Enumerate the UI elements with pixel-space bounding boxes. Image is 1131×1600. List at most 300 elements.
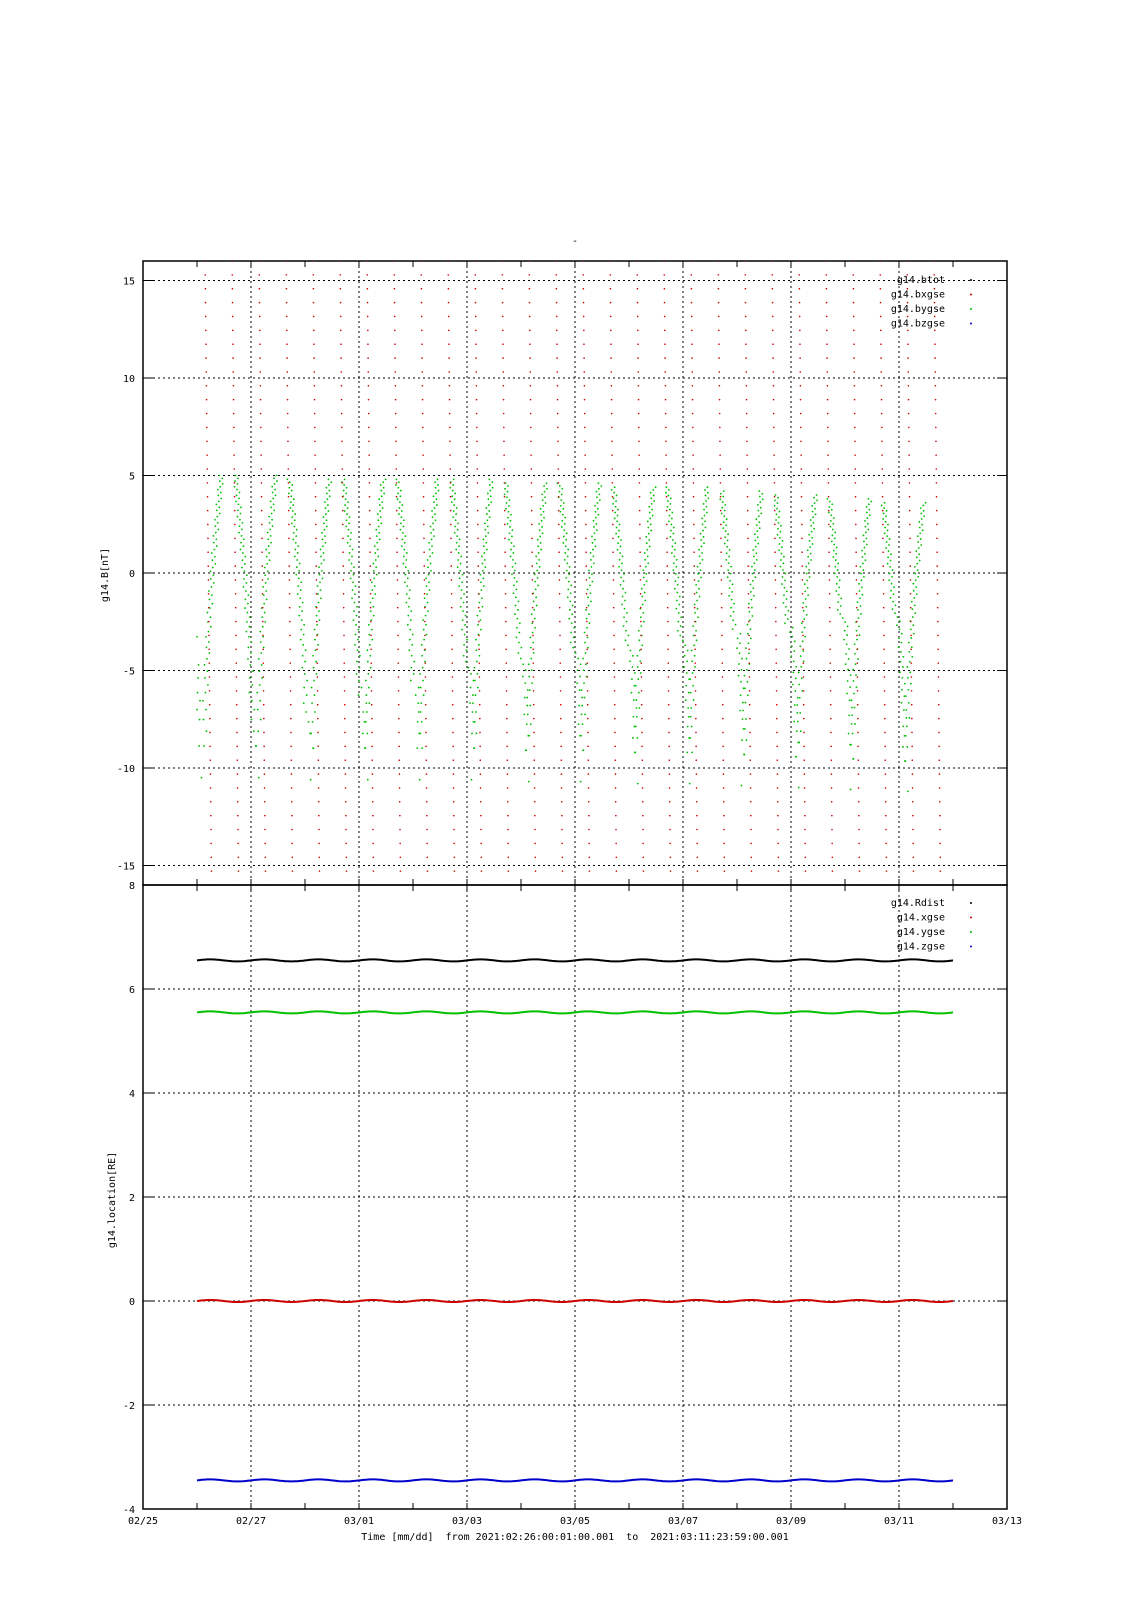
- bygse-point: [409, 629, 411, 631]
- bxgse-point: [288, 496, 290, 498]
- bygse-point: [526, 705, 528, 707]
- bxgse-point: [935, 440, 937, 442]
- bygse-point: [776, 513, 778, 515]
- bygse-point: [266, 598, 268, 600]
- bygse-point: [635, 699, 637, 701]
- bygse-point: [898, 637, 900, 639]
- bygse-point: [588, 605, 590, 607]
- bygse-point: [615, 533, 617, 535]
- bygse-point: [563, 536, 565, 538]
- bygse-point: [397, 498, 399, 500]
- bygse-point: [831, 509, 833, 511]
- bxgse-point: [696, 815, 698, 817]
- bxgse-point: [207, 496, 209, 498]
- bygse-point: [888, 579, 890, 581]
- bygse-point: [837, 609, 839, 611]
- bxgse-point: [857, 676, 859, 678]
- bygse-point: [238, 532, 240, 534]
- bxgse-point: [368, 399, 370, 401]
- bxgse-point: [474, 274, 476, 276]
- bxgse-point: [559, 593, 561, 595]
- bygse-point: [804, 591, 806, 593]
- bygse-point: [261, 664, 263, 666]
- bygse-point: [220, 497, 222, 499]
- bygse-point: [746, 739, 748, 741]
- bxgse-point: [534, 801, 536, 803]
- bygse-point: [900, 642, 902, 644]
- bygse-point: [509, 526, 511, 528]
- bxgse-point: [421, 302, 423, 304]
- bygse-point: [796, 704, 798, 706]
- bxgse-point: [615, 843, 617, 845]
- bxgse-point: [777, 843, 779, 845]
- bygse-point: [884, 532, 886, 534]
- bygse-point: [476, 661, 478, 663]
- bygse-point: [619, 524, 621, 526]
- bygse-point: [430, 532, 432, 534]
- bygse-point: [354, 644, 356, 646]
- bxgse-point: [260, 399, 262, 401]
- bygse-point: [472, 711, 474, 713]
- bygse-point: [247, 647, 249, 649]
- bygse-point: [488, 504, 490, 506]
- bygse-point: [306, 694, 308, 696]
- bygse-point: [319, 619, 321, 621]
- bygse-point: [289, 507, 291, 509]
- bygse-point: [861, 550, 863, 552]
- bygse-point: [380, 490, 382, 492]
- bygse-point: [274, 483, 276, 485]
- bxgse-point: [262, 579, 264, 581]
- bxgse-point: [588, 787, 590, 789]
- bygse-point: [863, 576, 865, 578]
- bxgse-point: [453, 815, 455, 817]
- bxgse-point: [558, 496, 560, 498]
- bxgse-point: [825, 274, 827, 276]
- bxgse-point: [611, 440, 613, 442]
- bxgse-point: [504, 482, 506, 484]
- bygse-point: [732, 619, 734, 621]
- bxgse-point: [910, 593, 912, 595]
- bxgse-point: [637, 357, 639, 359]
- bygse-point: [359, 667, 361, 669]
- bygse-point: [512, 559, 514, 561]
- bxgse-point: [775, 635, 777, 637]
- bygse-point: [893, 586, 895, 588]
- bygse-point: [581, 689, 583, 691]
- bygse-point: [537, 545, 539, 547]
- bygse-point: [859, 597, 861, 599]
- bxgse-point: [372, 856, 374, 858]
- bygse-point: [793, 721, 795, 723]
- bygse-point: [515, 562, 517, 564]
- bxgse-point: [345, 787, 347, 789]
- bxgse-point: [827, 454, 829, 456]
- bygse-point: [707, 486, 709, 488]
- bygse-point: [705, 495, 707, 497]
- bygse-point: [568, 573, 570, 575]
- bygse-point: [264, 621, 266, 623]
- bygse-point: [323, 516, 325, 518]
- bygse-point: [832, 556, 834, 558]
- bygse-point: [848, 733, 850, 735]
- bygse-point: [462, 619, 464, 621]
- bygse-point: [907, 791, 909, 793]
- bxgse-point: [883, 607, 885, 609]
- bygse-point: [296, 529, 298, 531]
- top-ytick-label: 5: [128, 471, 135, 483]
- bygse-point: [835, 553, 837, 555]
- bygse-point: [694, 604, 696, 606]
- bxgse-point: [750, 801, 752, 803]
- bygse-point: [912, 616, 914, 618]
- bxgse-point: [856, 593, 858, 595]
- bygse-point: [573, 637, 575, 639]
- bxgse-point: [885, 787, 887, 789]
- bxgse-point: [422, 454, 424, 456]
- bygse-point: [378, 498, 380, 500]
- bxgse-point: [828, 565, 830, 567]
- bygse-point: [777, 534, 779, 536]
- bxgse-point: [290, 732, 292, 734]
- bygse-point: [543, 517, 545, 519]
- bygse-point: [691, 726, 693, 728]
- bygse-point: [849, 699, 851, 701]
- bxgse-point: [395, 468, 397, 470]
- bxgse-point: [692, 385, 694, 387]
- bxgse-point: [749, 759, 751, 761]
- bxgse-point: [801, 510, 803, 512]
- bxgse-point: [669, 815, 671, 817]
- bxgse-point: [774, 510, 776, 512]
- bygse-point: [237, 483, 239, 485]
- bygse-point: [833, 544, 835, 546]
- bxgse-point: [209, 732, 211, 734]
- bxgse-point: [426, 787, 428, 789]
- bygse-point: [898, 646, 900, 648]
- bygse-point: [434, 507, 436, 509]
- bxgse-point: [723, 856, 725, 858]
- bygse-point: [644, 592, 646, 594]
- bygse-point: [313, 667, 315, 669]
- bxgse-point: [723, 787, 725, 789]
- bxgse-point: [530, 385, 532, 387]
- bottom-ytick-label: 6: [128, 985, 135, 996]
- bygse-point: [784, 580, 786, 582]
- bxgse-point: [801, 496, 803, 498]
- bygse-point: [779, 537, 781, 539]
- bxgse-point: [583, 288, 585, 290]
- bxgse-point: [290, 718, 292, 720]
- bxgse-point: [584, 413, 586, 415]
- bygse-point: [427, 566, 429, 568]
- bygse-point: [914, 566, 916, 568]
- bxgse-point: [775, 579, 777, 581]
- bygse-point: [619, 559, 621, 561]
- bxgse-point: [207, 551, 209, 553]
- bygse-point: [319, 581, 321, 583]
- bygse-point: [451, 501, 453, 503]
- bxgse-point: [340, 330, 342, 332]
- bygse-point: [318, 610, 320, 612]
- bxgse-point: [209, 704, 211, 706]
- bxgse-point: [476, 385, 478, 387]
- bxgse-point: [560, 732, 562, 734]
- bygse-point: [378, 532, 380, 534]
- bxgse-point: [556, 371, 558, 373]
- bygse-point: [701, 518, 703, 520]
- bygse-point: [813, 522, 815, 524]
- bygse-point: [451, 495, 453, 497]
- bygse-point: [316, 615, 318, 617]
- bygse-point: [293, 532, 295, 534]
- bygse-point: [422, 619, 424, 621]
- bxgse-point: [858, 801, 860, 803]
- bygse-point: [478, 655, 480, 657]
- bxgse-point: [208, 579, 210, 581]
- bygse-point: [535, 596, 537, 598]
- bxgse-point: [829, 635, 831, 637]
- bygse-point: [312, 655, 314, 657]
- bygse-point: [251, 684, 253, 686]
- bxgse-point: [260, 468, 262, 470]
- bygse-point: [358, 694, 360, 696]
- bygse-point: [731, 591, 733, 593]
- bygse-point: [589, 622, 591, 624]
- bxgse-point: [234, 496, 236, 498]
- bxgse-point: [803, 732, 805, 734]
- bygse-point: [590, 592, 592, 594]
- bygse-point: [535, 588, 537, 590]
- bygse-point: [310, 779, 312, 781]
- bxgse-point: [775, 621, 777, 623]
- bxgse-point: [614, 759, 616, 761]
- bygse-point: [487, 493, 489, 495]
- bxgse-point: [746, 468, 748, 470]
- bygse-point: [433, 501, 435, 503]
- bxgse-point: [747, 510, 749, 512]
- bxgse-point: [423, 538, 425, 540]
- x-tick-label: 03/03: [451, 1516, 483, 1527]
- bygse-point: [652, 515, 654, 517]
- bygse-point: [848, 648, 850, 650]
- bygse-point: [748, 642, 750, 644]
- bygse-point: [429, 589, 431, 591]
- bygse-point: [302, 602, 304, 604]
- bygse-point: [435, 493, 437, 495]
- bygse-point: [463, 644, 465, 646]
- bygse-point: [217, 528, 219, 530]
- bxgse-point: [691, 371, 693, 373]
- bygse-point: [268, 545, 270, 547]
- bxgse-point: [774, 538, 776, 540]
- bygse-point: [860, 605, 862, 607]
- bxgse-point: [507, 773, 509, 775]
- bxgse-point: [693, 551, 695, 553]
- bxgse-point: [559, 607, 561, 609]
- bygse-point: [705, 527, 707, 529]
- bygse-point: [372, 563, 374, 565]
- bxgse-point: [723, 843, 725, 845]
- bygse-point: [433, 535, 435, 537]
- bxgse-point: [340, 316, 342, 318]
- bxgse-point: [425, 746, 427, 748]
- bygse-point: [263, 603, 265, 605]
- bxgse-point: [880, 288, 882, 290]
- bygse-point: [351, 597, 353, 599]
- bxgse-point: [695, 676, 697, 678]
- bygse-point: [215, 538, 217, 540]
- bxgse-point: [502, 302, 504, 304]
- bxgse-point: [857, 746, 859, 748]
- bygse-point: [626, 621, 628, 623]
- bygse-point: [617, 549, 619, 551]
- bygse-point: [457, 529, 459, 531]
- bygse-point: [242, 522, 244, 524]
- bygse-point: [510, 555, 512, 557]
- bxgse-point: [557, 385, 559, 387]
- bxgse-point: [746, 427, 748, 429]
- bxgse-point: [342, 510, 344, 512]
- bxgse-point: [885, 815, 887, 817]
- bygse-point: [301, 610, 303, 612]
- bygse-point: [541, 526, 543, 528]
- bygse-point: [855, 674, 857, 676]
- bxgse-point: [372, 773, 374, 775]
- bxgse-point: [449, 440, 451, 442]
- bxgse-point: [478, 621, 480, 623]
- bygse-point: [325, 542, 327, 544]
- bygse-point: [774, 505, 776, 507]
- bygse-point: [724, 504, 726, 506]
- bygse-point: [780, 531, 782, 533]
- bxgse-point: [290, 759, 292, 761]
- bxgse-point: [205, 302, 207, 304]
- bygse-point: [633, 699, 635, 701]
- bxgse-point: [804, 843, 806, 845]
- bygse-point: [537, 577, 539, 579]
- bxgse-point: [612, 510, 614, 512]
- bxgse-point: [692, 454, 694, 456]
- bxgse-point: [261, 565, 263, 567]
- bxgse-point: [693, 538, 695, 540]
- bxgse-point: [208, 648, 210, 650]
- bxgse-point: [772, 330, 774, 332]
- bxgse-point: [232, 371, 234, 373]
- bxgse-point: [341, 413, 343, 415]
- bygse-point: [782, 576, 784, 578]
- bxgse-point: [800, 385, 802, 387]
- bxgse-point: [696, 801, 698, 803]
- bxgse-point: [719, 399, 721, 401]
- bygse-point: [866, 512, 868, 514]
- bxgse-point: [745, 343, 747, 345]
- bxgse-point: [204, 274, 206, 276]
- bxgse-point: [857, 732, 859, 734]
- bygse-point: [430, 570, 432, 572]
- bygse-point: [507, 517, 509, 519]
- bxgse-point: [803, 704, 805, 706]
- bygse-point: [209, 598, 211, 600]
- legend-marker: [970, 294, 972, 296]
- bygse-point: [357, 639, 359, 641]
- bxgse-point: [394, 316, 396, 318]
- bygse-point: [647, 527, 649, 529]
- bygse-point: [353, 566, 355, 568]
- bygse-point: [848, 658, 850, 660]
- bygse-point: [753, 595, 755, 597]
- bygse-point: [618, 530, 620, 532]
- bxgse-point: [368, 440, 370, 442]
- bygse-point: [328, 484, 330, 486]
- bxgse-point: [692, 413, 694, 415]
- bygse-point: [791, 636, 793, 638]
- bygse-point: [614, 518, 616, 520]
- bxgse-point: [314, 440, 316, 442]
- bxgse-point: [693, 524, 695, 526]
- bygse-point: [728, 595, 730, 597]
- bxgse-point: [426, 815, 428, 817]
- bxgse-point: [507, 815, 509, 817]
- bygse-point: [882, 518, 884, 520]
- bxgse-point: [205, 330, 207, 332]
- bygse-point: [408, 649, 410, 651]
- bxgse-point: [318, 829, 320, 831]
- bygse-point: [915, 579, 917, 581]
- bxgse-point: [695, 746, 697, 748]
- bygse-point: [726, 518, 728, 520]
- bygse-point: [293, 526, 295, 528]
- bxgse-point: [236, 732, 238, 734]
- bygse-point: [371, 589, 373, 591]
- bxgse-point: [529, 371, 531, 373]
- bxgse-point: [832, 870, 834, 872]
- bxgse-point: [615, 801, 617, 803]
- bxgse-point: [826, 371, 828, 373]
- bygse-point: [411, 655, 413, 657]
- bygse-point: [581, 705, 583, 707]
- bygse-point: [774, 500, 776, 502]
- bygse-point: [635, 685, 637, 687]
- bxgse-point: [858, 829, 860, 831]
- bygse-point: [811, 505, 813, 507]
- bygse-point: [730, 566, 732, 568]
- bygse-point: [697, 566, 699, 568]
- bxgse-point: [476, 468, 478, 470]
- bxgse-point: [561, 801, 563, 803]
- bxgse-point: [640, 593, 642, 595]
- bygse-point: [792, 672, 794, 674]
- bxgse-point: [772, 357, 774, 359]
- bxgse-point: [317, 746, 319, 748]
- bygse-point: [798, 787, 800, 789]
- bygse-point: [899, 628, 901, 630]
- bxgse-point: [668, 704, 670, 706]
- bygse-point: [855, 663, 857, 665]
- x-tick-label: 03/07: [667, 1516, 699, 1527]
- bygse-point: [593, 526, 595, 528]
- bxgse-point: [639, 551, 641, 553]
- bxgse-point: [558, 565, 560, 567]
- bxgse-point: [394, 302, 396, 304]
- bygse-point: [207, 684, 209, 686]
- bygse-point: [346, 519, 348, 521]
- bygse-point: [371, 639, 373, 641]
- bygse-point: [849, 744, 851, 746]
- bxgse-point: [422, 413, 424, 415]
- bygse-point: [869, 514, 871, 516]
- bxgse-point: [234, 538, 236, 540]
